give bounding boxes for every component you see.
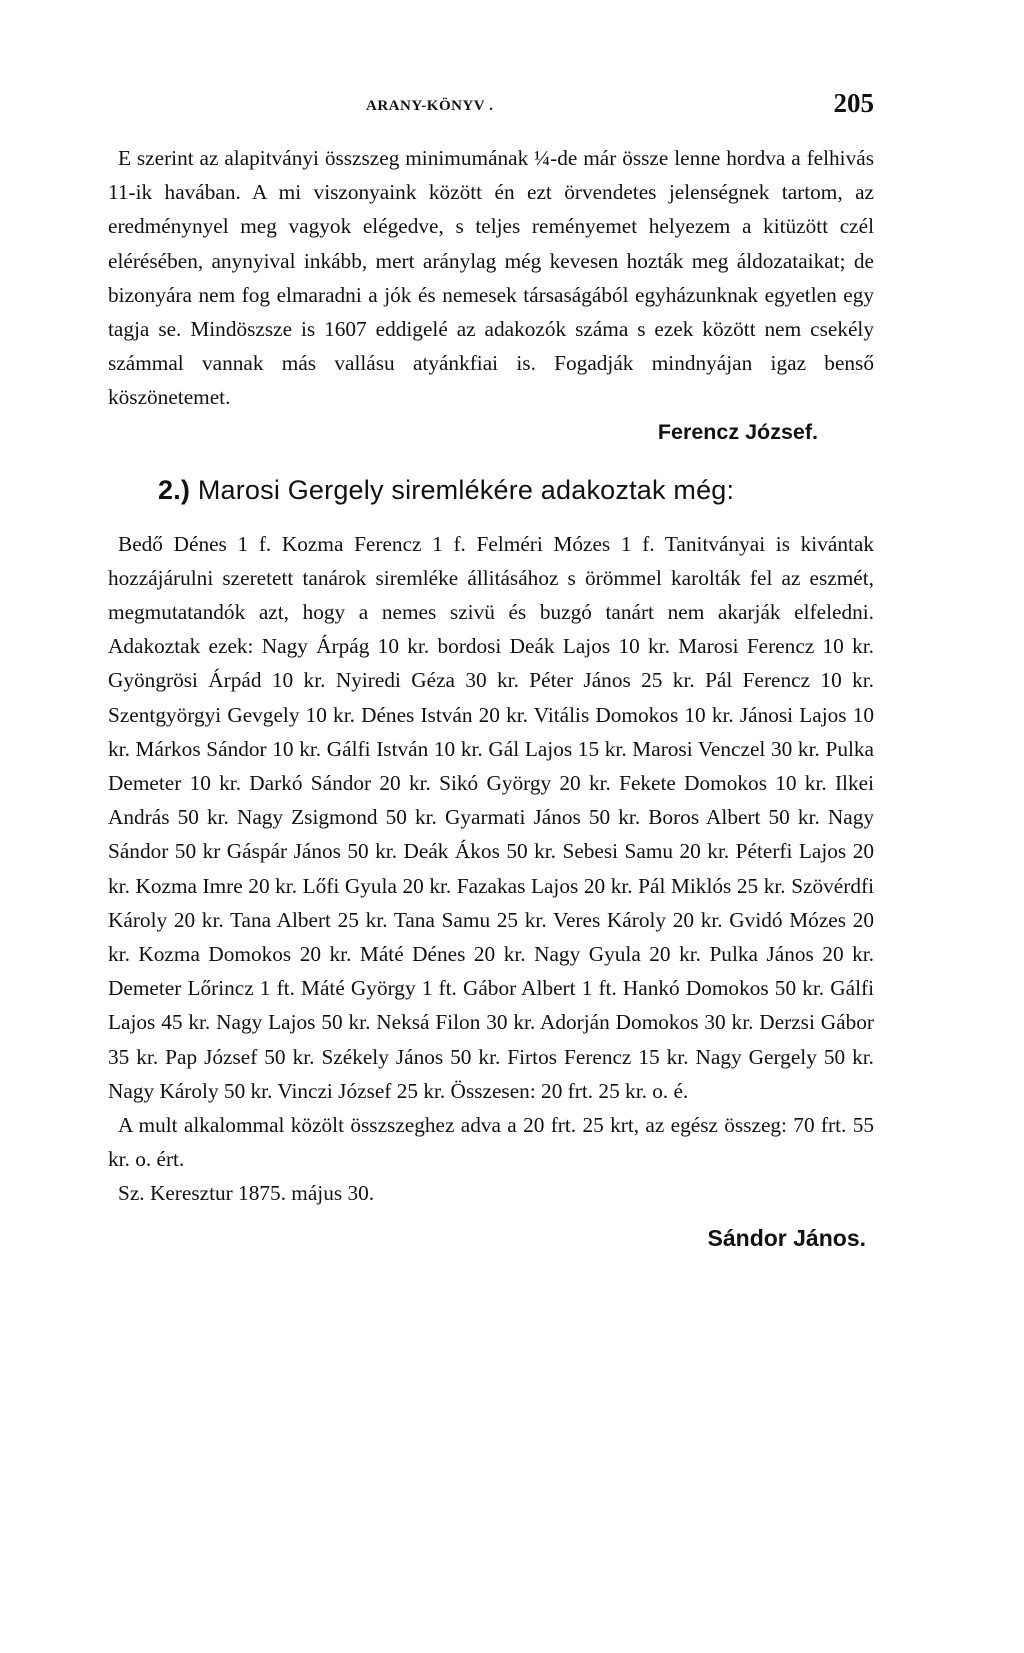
section-title: Marosi Gergely siremlékére adakoztak még: [197, 474, 735, 505]
section-heading [108, 473, 874, 507]
running-head [108, 88, 874, 128]
section-number: 2.) [158, 474, 191, 505]
running-title: ARANY-KÖNYV . [366, 98, 494, 114]
signature-ferencz-jozsef: Ferencz József. [657, 419, 818, 444]
dateline: Sz. Keresztur 1875. május 30. [118, 1181, 375, 1206]
page-number: 205 [833, 88, 874, 118]
paragraph-foundation-report: E szerint az alapitványi összszeg minimumának ¼-de már össze lenne hordva a felhivás 11-ik havában. A mi viszonyaink között én ezt örvendetes jelenségnek tartom, az eredménynyel meg vagyok elégedve, s teljes reményemet helyezem a kitüzött czél elérésében, anynyival inkább, mert aránylag még kevesen hozták meg áldozataikat; de bizonyára nem fog elmaradni a jók és nemesek társaságából egyházunknak egyetlen egy tagja se. Mindöszsze is 1607 eddigelé az adakozók száma s ezek között nem csekély számmal vannak más vallásu atyánkfiai is. Fogadják mindnyájan igaz benső köszönetemet. [108, 146, 874, 410]
paragraph-total-summary: A mult alkalommal közölt összszeghez adva a 20 frt. 25 krt, az egész összeg: 70 frt. 55 kr. o. ért. [108, 1113, 874, 1172]
page [108, 88, 874, 1278]
signature-sandor-janos: Sándor János. [707, 1224, 866, 1251]
paragraph-donor-list: Bedő Dénes 1 f. Kozma Ferencz 1 f. Felméri Mózes 1 f. Tanitványai is kivántak hozzájárulni szeretett tanárok siremléke állitásához s örömmel karolták fel az eszmét, megmutatandók azt, hogy a nemes szivü és buzgó tanárt nem akarják elfeledni. Adakoztak ezek: Nagy Árpág 10 kr. bordosi Deák Lajos 10 kr. Marosi Ferencz 10 kr. Gyöngrösi Árpád 10 kr. Nyiredi Géza 30 kr. Péter János 25 kr. Pál Ferencz 10 kr. Szentgyörgyi Gevgely 10 kr. Dénes István 20 kr. Vitális Domokos 10 kr. Jánosi Lajos 10 kr. Márkos Sándor 10 kr. Gálfi István 10 kr. Gál Lajos 15 kr. Marosi Venczel 30 kr. Pulka Demeter 10 kr. Darkó Sándor 20 kr. Sikó György 20 kr. Fekete Domokos 10 kr. Ilkei András 50 kr. Nagy Zsigmond 50 kr. Gyarmati János 50 kr. Boros Albert 50 kr. Nagy Sándor 50 kr Gáspár János 50 kr. Deák Ákos 50 kr. Sebesi Samu 20 kr. Péterfi Lajos 20 kr. Kozma Imre 20 kr. Lőfi Gyula 20 kr. Fazakas Lajos 20 kr. Pál Miklós 25 kr. Szövérdfi Károly 20 kr. Tana Albert 25 kr. Tana Samu 25 kr. Veres Károly 20 kr. Gvidó Mózes 20 kr. Kozma Domokos 20 kr. Máté Dénes 20 kr. Nagy Gyula 20 kr. Pulka János 20 kr. Demeter Lőrincz 1 ft. Máté György 1 ft. Gábor Albert 1 ft. Hankó Domokos 50 kr. Gálfi Lajos 45 kr. Nagy Lajos 50 kr. Neksá Filon 30 kr. Adorján Domokos 30 kr. Derzsi Gábor 35 kr. Pap József 50 kr. Székely János 50 kr. Firtos Ferencz 15 kr. Nagy Gergely 50 kr. Nagy Károly 50 kr. Vinczi József 25 kr. Összesen: 20 frt. 25 kr. o. é. [108, 531, 874, 1103]
